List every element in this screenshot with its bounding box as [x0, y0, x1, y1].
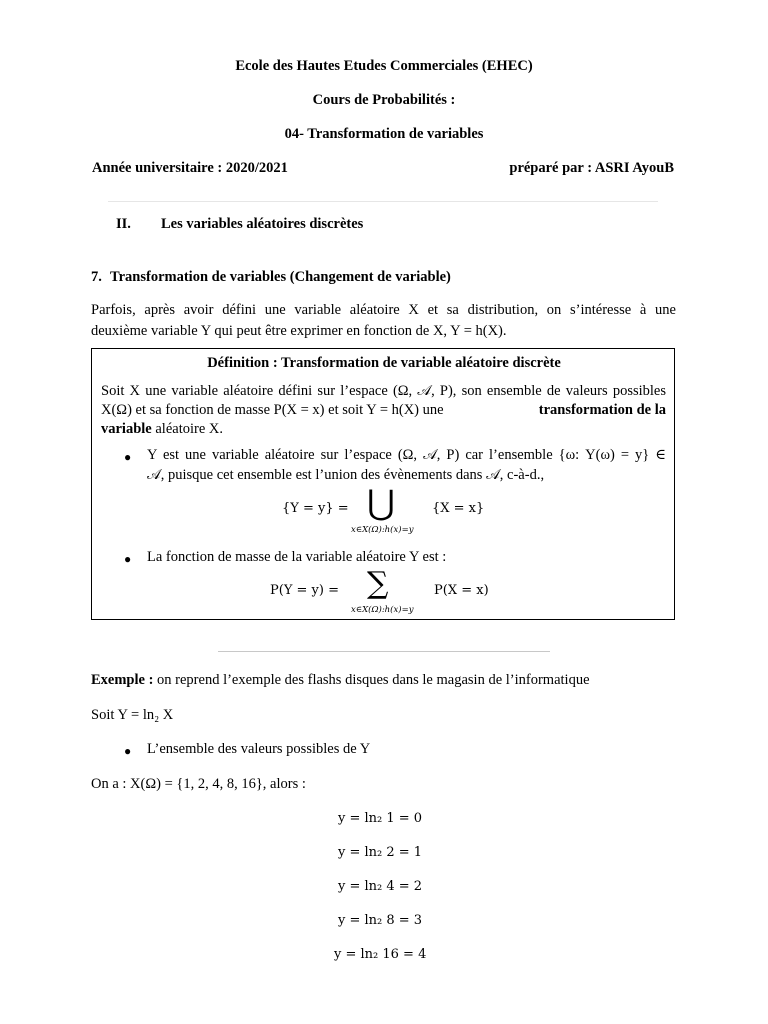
subsection-number: 7. — [91, 269, 102, 285]
bullet-1-line-2: 𝒜, puisque cet ensemble est l’union des évènements dans 𝒜, c-à-d., — [147, 467, 545, 483]
example-bullet-text: L’ensemble des valeurs possibles de Y — [147, 741, 371, 757]
bullet-dot: ● — [124, 552, 132, 566]
subsection-title: Transformation de variables (Changement de variable) — [110, 269, 451, 285]
bullet-dot: ● — [124, 744, 132, 758]
box-divider — [218, 651, 550, 652]
author: préparé par : ASRI AyouB — [509, 160, 674, 176]
definition-term: transformation de la — [538, 402, 666, 418]
definition-line-3 — [101, 421, 223, 438]
bullet-dot: ● — [124, 450, 132, 464]
union-formula-rhs: {X = x} — [432, 501, 485, 516]
chapter-title: 04- Transformation de variables — [284, 126, 484, 142]
course-title: Cours de Probabilités : — [312, 92, 456, 108]
section-number: II. — [116, 216, 131, 232]
log-equation-2: y = ln₂ 2 = 1 — [338, 845, 423, 860]
log-equation-3: y = ln₂ 4 = 2 — [338, 879, 423, 894]
log-equation-1: y = ln₂ 1 = 0 — [338, 811, 423, 826]
school-name: Ecole des Hautes Etudes Commerciales (EHEC) — [235, 58, 533, 74]
union-operator: ⋃ — [367, 483, 395, 523]
example-ona: On a : X(Ω) = {1, 2, 4, 8, 16}, alors : — [91, 776, 306, 792]
sum-formula-rhs: P(X = x) — [434, 583, 489, 598]
definition-line-2 — [101, 402, 666, 419]
definition-title: Définition : Transformation de variable aléatoire discrète — [207, 355, 561, 371]
section-title: Les variables aléatoires discrètes — [161, 216, 364, 232]
bullet-2-text: La fonction de masse de la variable aléatoire Y est : — [147, 549, 447, 565]
definition-line-3-text: aléatoire X. — [155, 421, 224, 437]
log-equation-5: y = ln₂ 16 = 4 — [334, 947, 427, 962]
example-line — [91, 672, 590, 689]
definition-line-2-text: X(Ω) et sa fonction de masse P(X = x) et soit Y = h(X) une — [101, 402, 444, 418]
header-divider — [108, 201, 658, 202]
academic-year: Année universitaire : 2020/2021 — [92, 160, 288, 176]
union-subscript: x∈X(Ω):h(x)=y — [351, 525, 414, 535]
intro-line-2: deuxième variable Y qui peut être exprimer en fonction de X, Y = h(X). — [91, 323, 507, 339]
bullet-1-line-1: Y est une variable aléatoire sur l’espace (Ω, 𝒜, P) car l’ensemble {ω: Y(ω) = y} ∈ — [147, 447, 666, 463]
definition-term-cont: variable — [101, 421, 152, 437]
sum-subscript: x∈X(Ω):h(x)=y — [351, 605, 414, 615]
sum-operator: ∑ — [367, 566, 389, 601]
example-soit: Soit Y = ln₂ X — [91, 707, 174, 723]
union-formula-lhs: {Y = y} = — [282, 501, 349, 516]
definition-line-1: Soit X une variable aléatoire défini sur l’espace (Ω, 𝒜, P), son ensemble de valeurs possibles — [101, 383, 666, 399]
log-equation-4: y = ln₂ 8 = 3 — [338, 913, 423, 928]
sum-formula-lhs: P(Y = y) = — [270, 583, 339, 598]
example-label: Exemple : — [91, 672, 154, 688]
intro-line-1: Parfois, après avoir défini une variable aléatoire X et sa distribution, on s’intéresse à une — [91, 302, 676, 318]
example-text: on reprend l’exemple des flashs disques dans le magasin de l’informatique — [157, 672, 590, 688]
